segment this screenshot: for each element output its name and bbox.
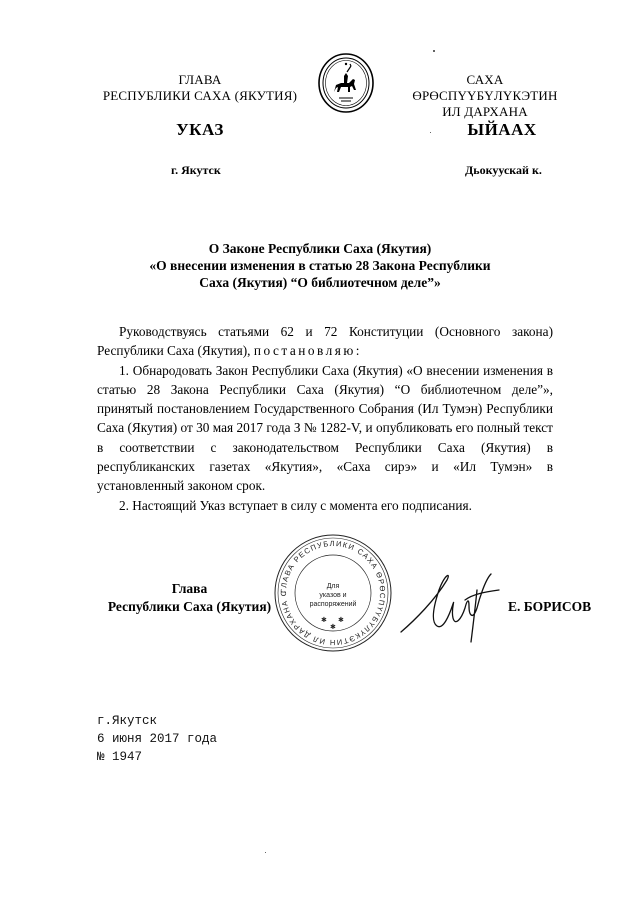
scan-speck <box>265 852 266 853</box>
scan-speck <box>430 132 431 133</box>
footer-block <box>97 712 217 766</box>
footer-date: 6 июня 2017 года <box>97 732 218 746</box>
header-right-line2: ИЛ ДАРХАНА <box>442 104 528 119</box>
title-line3: Саха (Якутия) “О библиотечном деле”» <box>199 275 441 290</box>
header-left-line2: РЕСПУБЛИКИ САХА (ЯКУТИЯ) <box>102 88 298 103</box>
signatory-position-line2: Республики Саха (Якутия) <box>107 599 272 614</box>
official-seal-stamp <box>272 532 394 654</box>
doc-type-ru: УКАЗ <box>176 120 224 139</box>
footer-city: г.Якутск <box>97 714 158 728</box>
header-left <box>80 72 320 104</box>
item-1: 1. Обнародовать Закон Республики Саха (Якутия) «О внесении изменения в статью 28 Закона Республики Саха (Якутия) “О библиотечном деле”», принятый постановлением Государственного Собрания (Ил Тумэн) Республики Саха (Якутия) от 30 мая 2017 года З № 1282-V, и опубликовать его полный текст в соответствии с законодательством Республики Саха (Якутия) в республиканских газетах «Якутия», «Саха сирэ» и «Ил Тумэн» в установленный законом срок. <box>97 362 553 494</box>
intro-paragraph <box>97 322 553 361</box>
svg-text:✱: ✱ <box>321 616 327 624</box>
header-right-line1: САХА ӨРӨСПҮҮБҮЛҮКЭТИН <box>412 72 558 103</box>
signatory-position-line1: Глава <box>171 581 208 596</box>
intro-text: Руководствуясь статьями 62 и 72 Конституции (Основного закона) Республики Саха (Якутия), <box>97 324 553 359</box>
coat-of-arms-emblem <box>317 52 375 114</box>
scan-speck <box>433 50 435 52</box>
stamp-center-line1: Для <box>326 583 340 590</box>
svg-text:✱: ✱ <box>330 623 336 631</box>
title-line1: О Законе Республики Саха (Якутия) <box>208 241 432 256</box>
decree-body <box>97 322 553 515</box>
svg-text:✱: ✱ <box>338 616 344 624</box>
city-sah: Дьокуускай к. <box>465 163 542 177</box>
title-line2: «О внесении изменения в статью 28 Закона Республики <box>149 258 491 273</box>
stamp-center-line2: указов и <box>319 592 347 599</box>
footer-number: № 1947 <box>97 750 143 764</box>
item-2: 2. Настоящий Указ вступает в силу с момента его подписания. <box>119 497 472 513</box>
stamp-ring-text: ГЛАВА РЕСПУБЛИКИ САХА ӨРӨСПҮҮБҮЛҮКЭТИН ИЛ ДАРХАНА С <box>278 538 388 648</box>
decree-title <box>110 240 530 291</box>
handwritten-signature <box>395 560 505 650</box>
stamp-center-line3: распоряжений <box>309 601 357 608</box>
header-right <box>405 72 565 120</box>
city-ru: г. Якутск <box>171 163 221 177</box>
decree-word: постановляю: <box>253 343 362 359</box>
header-left-line1: ГЛАВА <box>178 72 222 87</box>
signatory-position <box>97 580 282 616</box>
doc-type-sah: ЫЙААХ <box>467 120 537 139</box>
signatory-name: Е. БОРИСОВ <box>508 599 592 614</box>
